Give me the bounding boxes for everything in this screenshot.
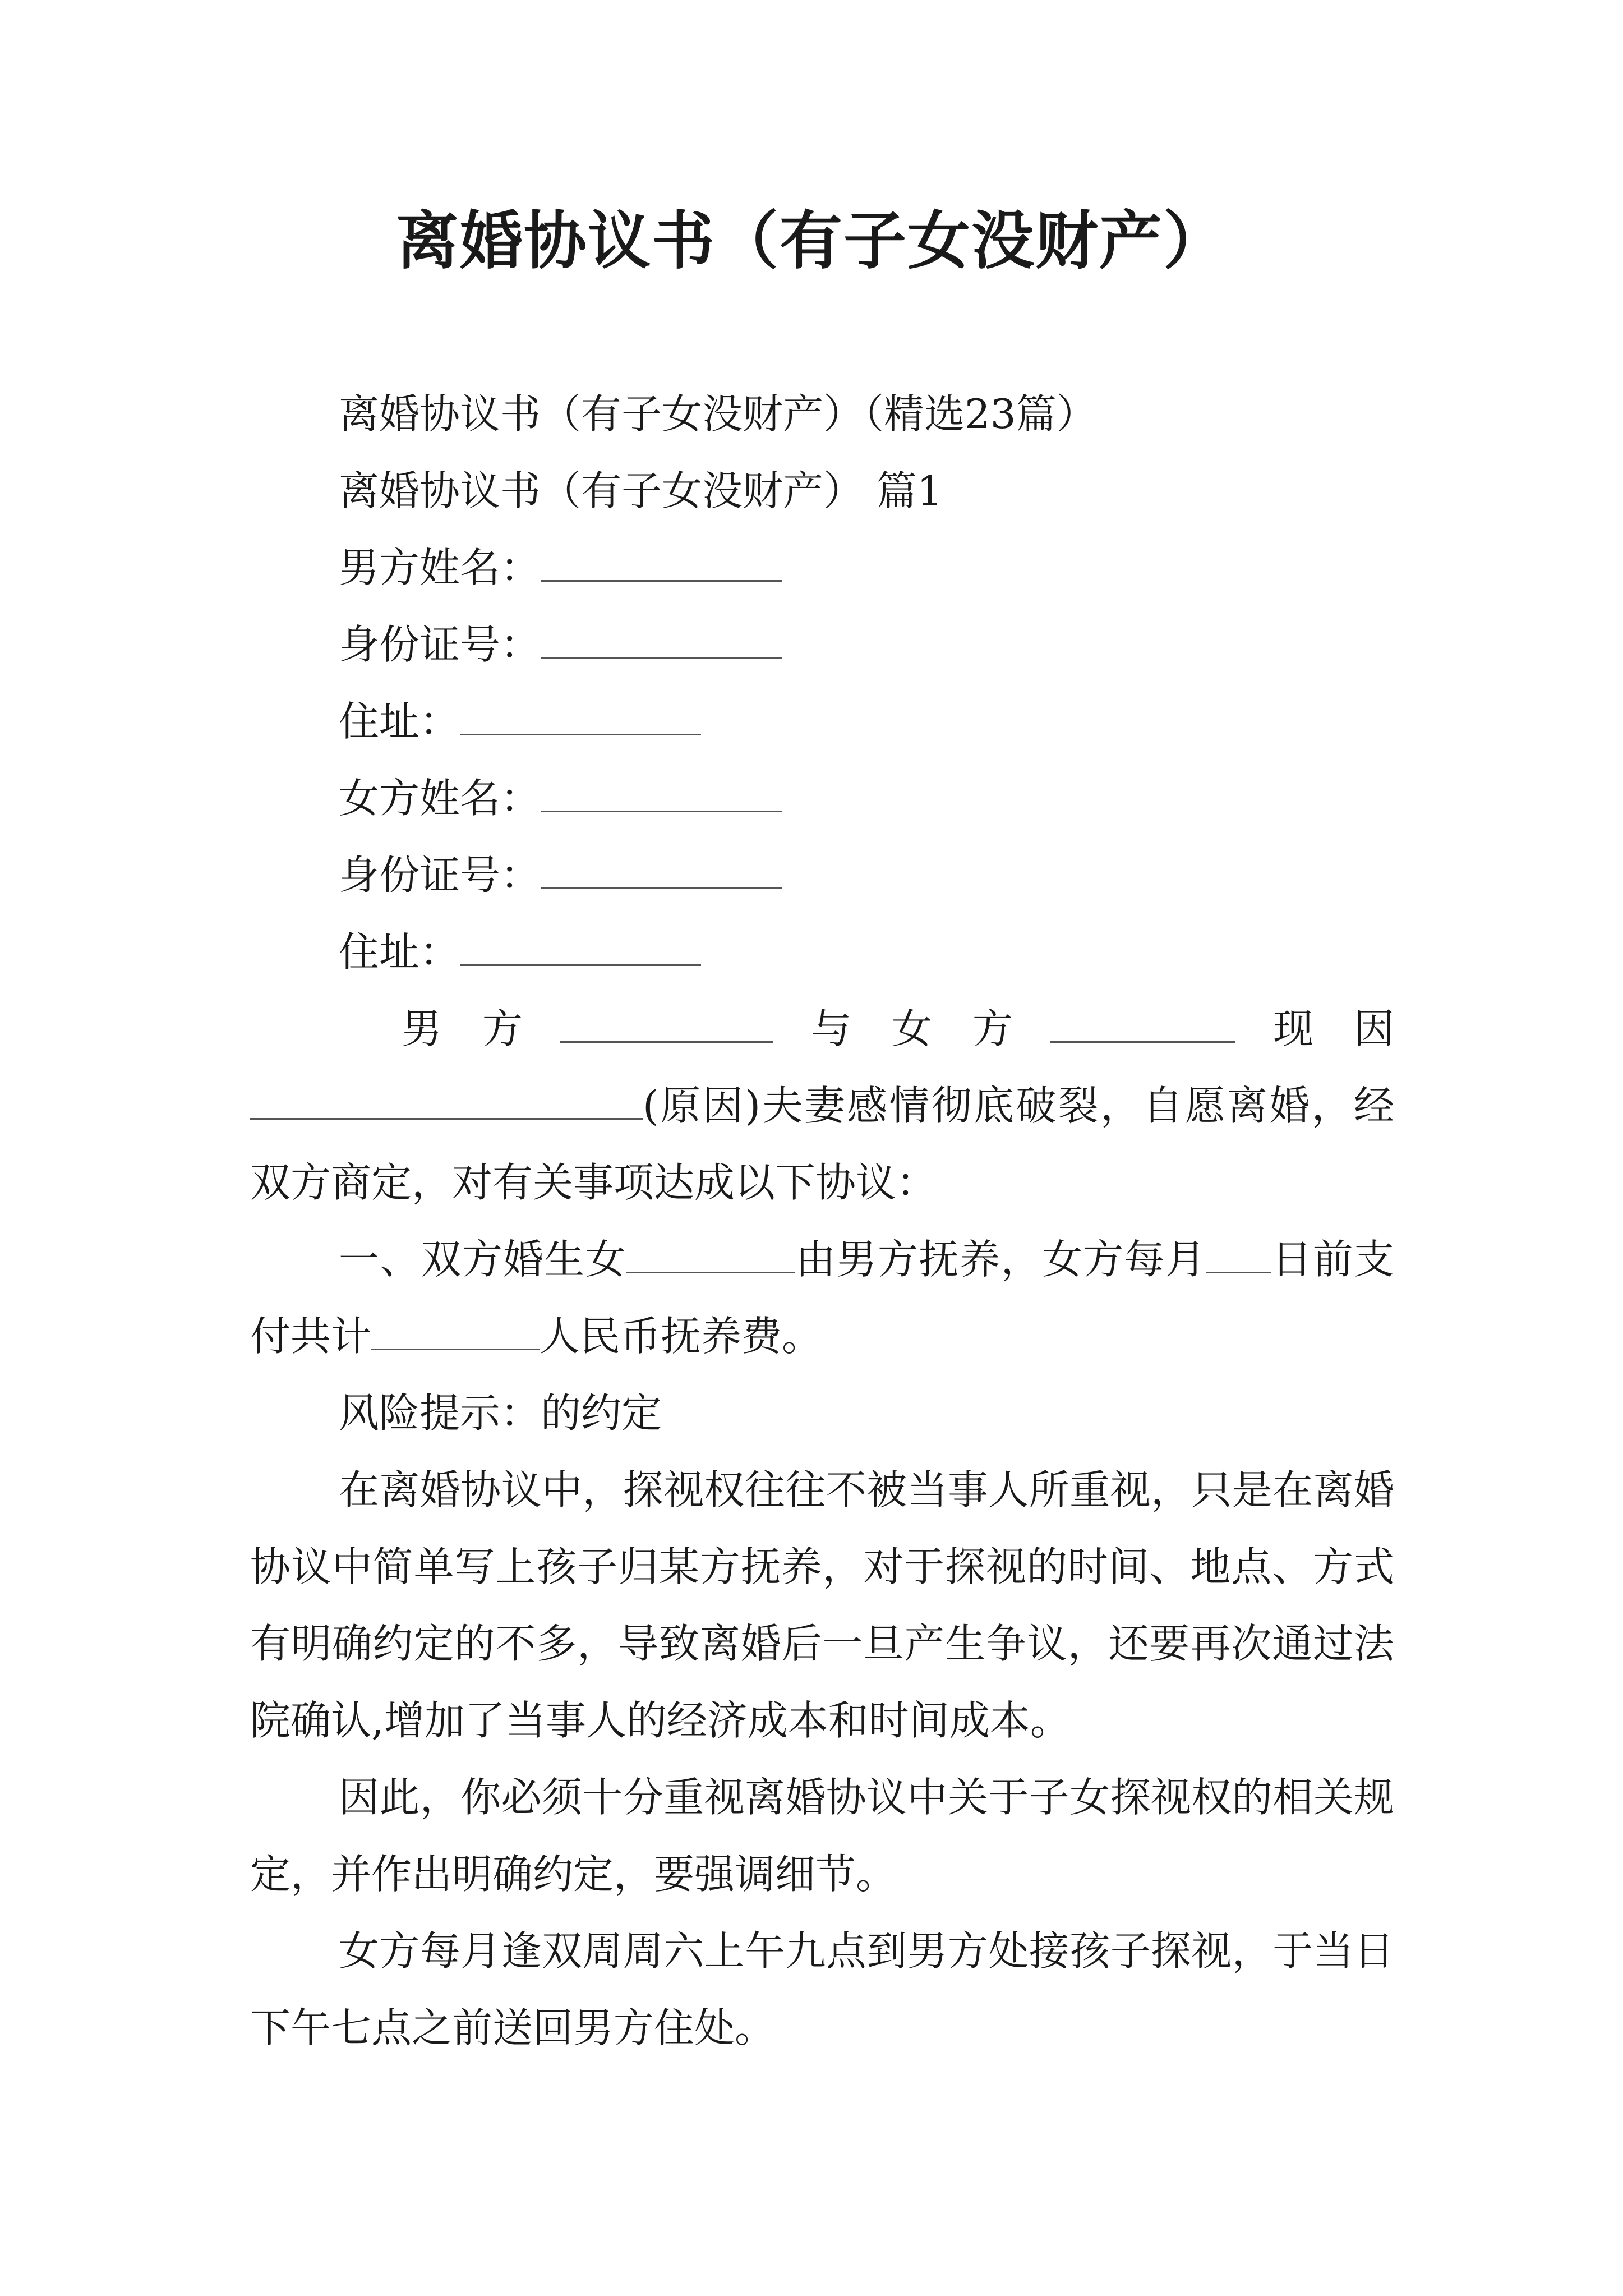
blank-line [1050, 1007, 1235, 1043]
field-male-id [250, 606, 1394, 683]
field-male-address [250, 683, 1394, 760]
field-label: 女方姓名： [339, 775, 541, 822]
field-label: 住址： [339, 928, 460, 976]
clause-one-text: 由男方抚养，女方每月 [794, 1236, 1207, 1283]
parties-female: 与 女 方 [810, 1005, 1013, 1052]
field-label: 身份证号： [339, 852, 541, 899]
clause-one-text: 前支付共计 [250, 1236, 1394, 1360]
field-female-id [250, 837, 1394, 914]
reason-paragraph [250, 1068, 1394, 1221]
blank-line [560, 1007, 773, 1043]
reason-text: (原因)夫妻感情彻底破裂，自愿离婚， [643, 1082, 1354, 1129]
clause-one [250, 1221, 1394, 1375]
blank-line [371, 1315, 540, 1350]
document-subtitle: 离婚协议书（有子女没财产）（精选23篇） [339, 390, 1097, 438]
field-female-address [250, 914, 1394, 991]
paragraph-visitation: 在离婚协议中，探视权往往不被当事人所重视，只是在离婚协议中简单写上孩子归某方抚养，对于探视的时间、地点、方式有明确约定的不多，导致离婚后一旦产生争议，还要再次通过法院确认,增加了当事人的经济成本和时间成本。 [250, 1466, 1394, 1744]
blank-line [1206, 1238, 1271, 1273]
risk-heading: 风险提示：的约定 [339, 1389, 662, 1437]
parties-line [250, 991, 1394, 1068]
document-title: 离婚协议书（有子女没财产） [396, 204, 1227, 278]
paragraph-schedule: 女方每月逢双周周六上午九点到男方处接孩子探视，于当日下午七点之前送回男方住处。 [250, 1927, 1394, 2051]
blank-line [541, 546, 782, 582]
section-heading: 离婚协议书（有子女没财产） 篇1 [339, 467, 943, 514]
clause-one-text: 日 [1271, 1236, 1313, 1283]
clause-one-text: 一、双方婚生女 [339, 1236, 626, 1283]
blank-line [626, 1238, 795, 1273]
parties-reason: 现 因 [1272, 1005, 1394, 1052]
blank-line [250, 1084, 643, 1120]
paragraph-importance: 因此，你必须十分重视离婚协议中关于子女探视权的相关规定，并作出明确约定，要强调细节。 [250, 1774, 1394, 1898]
field-label: 身份证号： [339, 621, 541, 668]
blank-line [541, 777, 782, 812]
parties-male: 男 方 [402, 1005, 523, 1052]
reason-continuation: 经双方商定，对有关事项达成以下协议： [250, 1082, 1394, 1206]
blank-line [541, 854, 782, 889]
field-label: 住址： [339, 698, 460, 745]
document-body [250, 376, 1394, 2067]
field-label: 男方姓名： [339, 544, 541, 591]
clause-one-text: 人民币抚养费。 [540, 1313, 823, 1360]
field-female-name [250, 760, 1394, 837]
blank-line [541, 623, 782, 659]
blank-line [460, 931, 701, 966]
blank-line [460, 700, 701, 735]
field-male-name [250, 530, 1394, 606]
